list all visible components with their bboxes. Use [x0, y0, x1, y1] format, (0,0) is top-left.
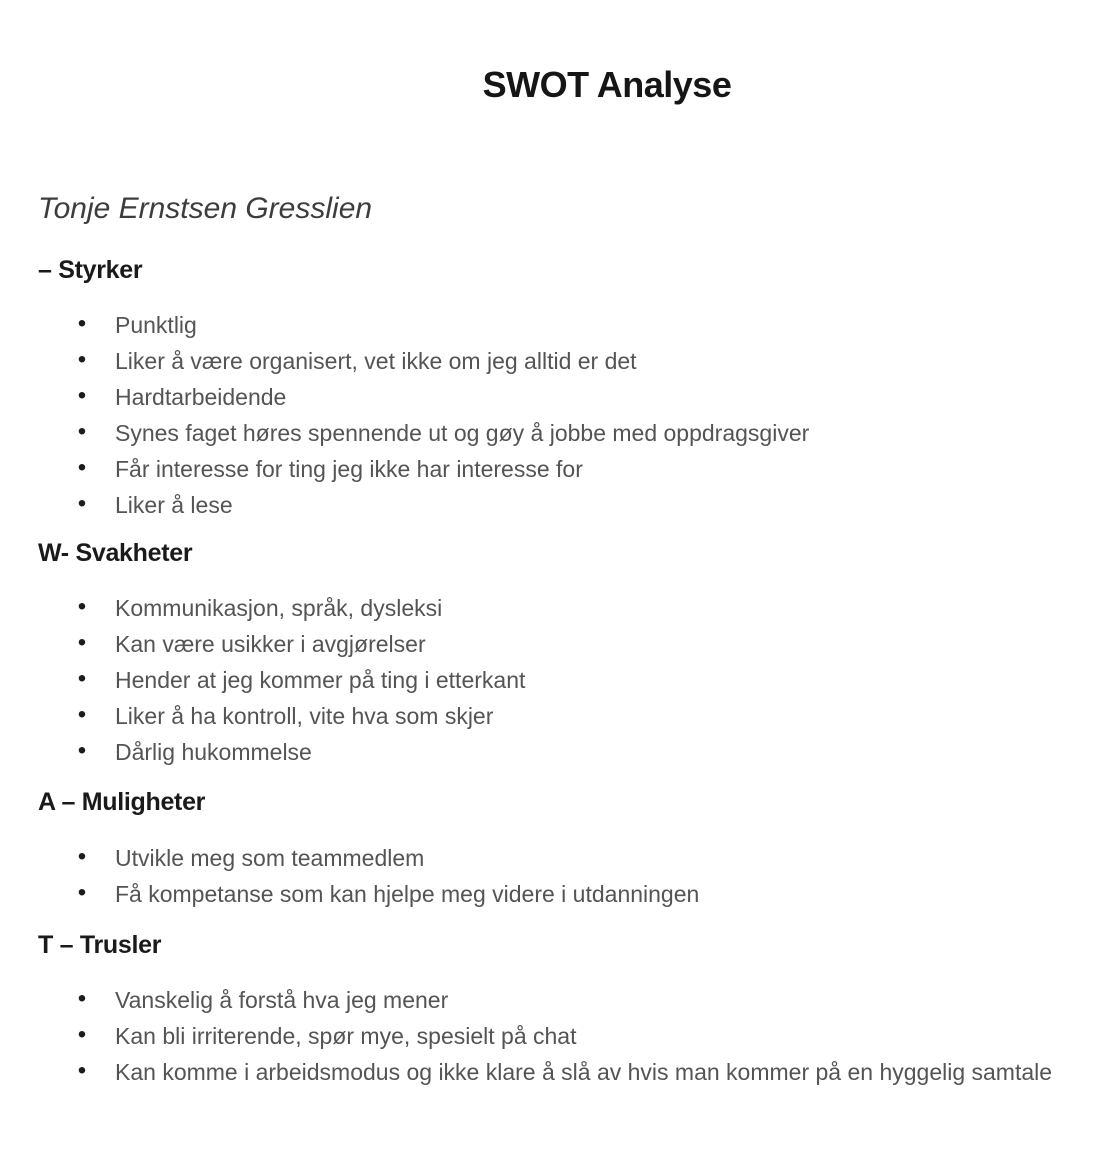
list-item-text: Liker å være organisert, vet ikke om jeg alltid er det — [115, 348, 637, 374]
list-item — [38, 734, 1100, 770]
bullet-icon: • — [77, 310, 87, 337]
list-item — [38, 415, 1100, 451]
list-item — [38, 487, 1100, 523]
bullet-icon: • — [77, 737, 87, 764]
list-item-text: Utvikle meg som teammedlem — [115, 845, 425, 871]
bullet-icon: • — [77, 382, 87, 409]
list-item — [38, 1054, 1100, 1090]
section-heading-svakheter: W- Svakheter — [38, 539, 193, 567]
list-item-text: Kan være usikker i avgjørelser — [115, 631, 426, 657]
bullet-list-muligheter — [38, 840, 1100, 912]
list-item — [38, 590, 1100, 626]
bullet-icon: • — [77, 490, 87, 517]
bullet-icon: • — [77, 843, 87, 870]
bullet-icon: • — [77, 346, 87, 373]
bullet-icon: • — [77, 593, 87, 620]
list-item — [38, 982, 1100, 1018]
document-title: SWOT Analyse — [482, 64, 732, 105]
list-item-text: Få kompetanse som kan hjelpe meg videre i utdanningen — [115, 881, 700, 907]
bullet-icon: • — [77, 665, 87, 692]
bullet-icon: • — [77, 985, 87, 1012]
list-item-text: Dårlig hukommelse — [115, 739, 312, 765]
list-item-text: Hender at jeg kommer på ting i etterkant — [115, 667, 526, 693]
bullet-icon: • — [77, 1021, 87, 1048]
list-item — [38, 379, 1100, 415]
list-item — [38, 662, 1100, 698]
list-item-text: Vanskelig å forstå hva jeg mener — [115, 987, 449, 1013]
bullet-icon: • — [77, 1057, 87, 1084]
section-heading-styrker: – Styrker — [38, 256, 143, 284]
bullet-list-styrker — [38, 307, 1100, 523]
list-item-text: Kan komme i arbeidsmodus og ikke klare å slå av hvis man kommer på en hyggelig samtale — [115, 1059, 1053, 1085]
section-heading-muligheter: A – Muligheter — [38, 788, 206, 816]
list-item — [38, 876, 1100, 912]
list-item — [38, 626, 1100, 662]
list-item — [38, 698, 1100, 734]
list-item-text: Synes faget høres spennende ut og gøy å jobbe med oppdragsgiver — [115, 420, 810, 446]
list-item-text: Liker å lese — [115, 492, 233, 518]
section-heading-trusler: T – Trusler — [38, 931, 162, 959]
list-item — [38, 451, 1100, 487]
bullet-icon: • — [77, 879, 87, 906]
bullet-icon: • — [77, 454, 87, 481]
list-item-text: Liker å ha kontroll, vite hva som skjer — [115, 703, 494, 729]
bullet-icon: • — [77, 629, 87, 656]
bullet-list-trusler — [38, 982, 1100, 1090]
bullet-list-svakheter — [38, 590, 1100, 770]
list-item — [38, 307, 1100, 343]
list-item-text: Kommunikasjon, språk, dysleksi — [115, 595, 443, 621]
bullet-icon: • — [77, 701, 87, 728]
list-item-text: Punktlig — [115, 312, 197, 338]
list-item-text: Kan bli irriterende, spør mye, spesielt på chat — [115, 1023, 577, 1049]
bullet-icon: • — [77, 418, 87, 445]
list-item — [38, 840, 1100, 876]
list-item — [38, 343, 1100, 379]
author-name: Tonje Ernstsen Gresslien — [38, 192, 373, 225]
list-item-text: Får interesse for ting jeg ikke har interesse for — [115, 456, 583, 482]
list-item — [38, 1018, 1100, 1054]
list-item-text: Hardtarbeidende — [115, 384, 287, 410]
